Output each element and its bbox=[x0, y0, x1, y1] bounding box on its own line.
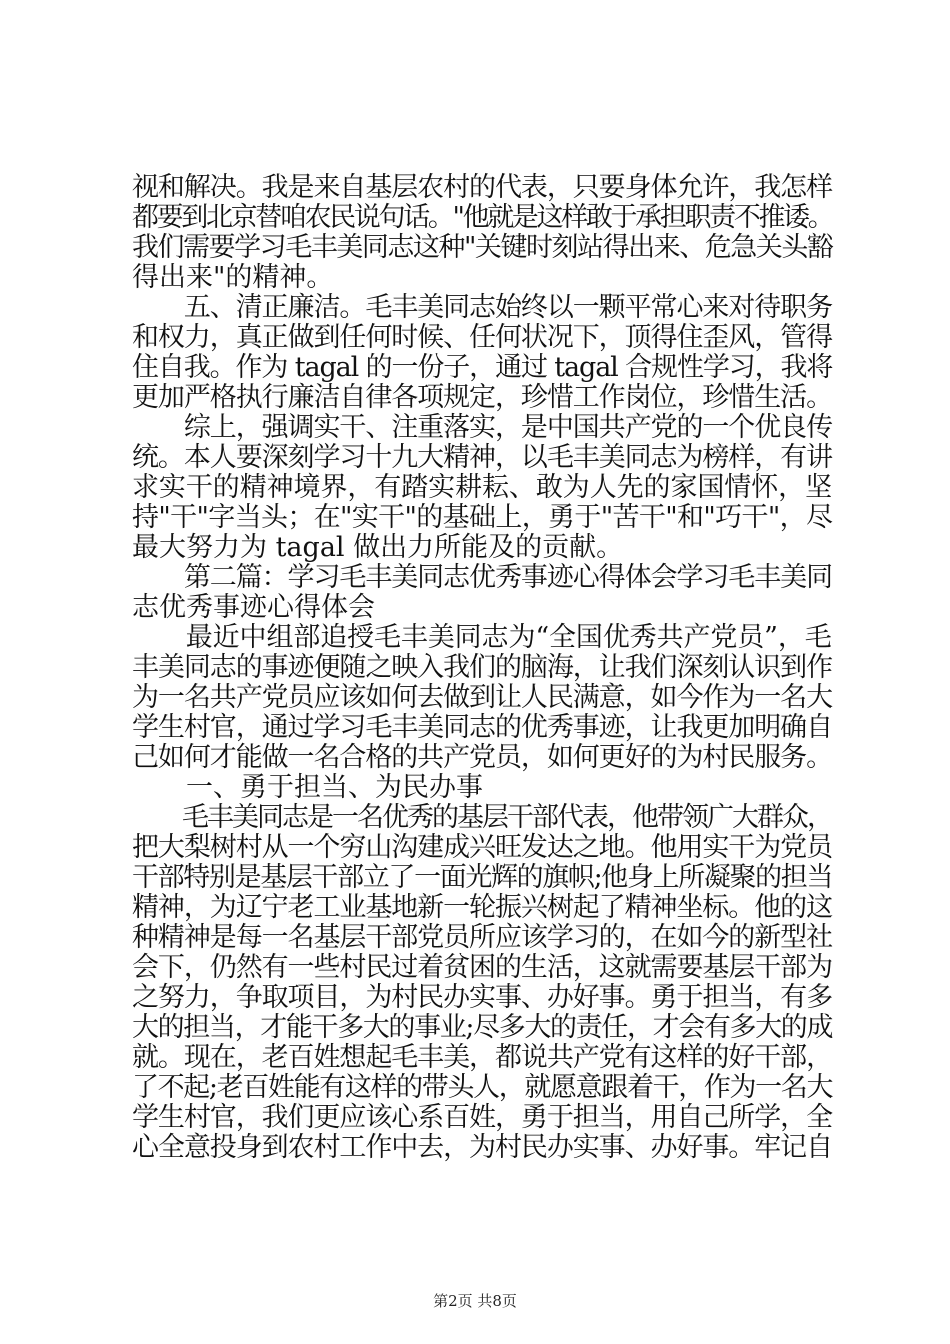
text-line: 求实干的精神境界，有踏实耕耘、敢为人先的家国情怀，坚 bbox=[132, 472, 832, 503]
text-line: 综上，强调实干、注重落实，是中国共产党的一个优良传 bbox=[132, 412, 832, 443]
section-heading: 志优秀事迹心得体会 bbox=[132, 592, 375, 623]
text-line: 大的担当，才能干多大的事业;尽多大的责任，才会有多大的成 bbox=[132, 1012, 833, 1043]
text-line: 最近中组部追授毛丰美同志为“全国优秀共产党员”，毛 bbox=[132, 622, 832, 653]
text-line: 了不起;老百姓能有这样的带头人，就愿意跟着干，作为一名大 bbox=[132, 1072, 833, 1103]
text-line: 我们需要学习毛丰美同志这种"关键时刻站得出来、危急关头豁 bbox=[132, 232, 833, 263]
text-line: 五、清正廉洁。毛丰美同志始终以一颗平常心来对待职务 bbox=[132, 292, 832, 323]
text-line: 己如何才能做一名合格的共产党员，如何更好的为村民服务。 bbox=[132, 742, 832, 773]
text-line: 把大梨树村从一个穷山沟建成兴旺发达之地。他用实干为党员 bbox=[132, 832, 832, 863]
text-line: 得出来"的精神。 bbox=[132, 262, 334, 293]
subsection-heading: 一、勇于担当、为民办事 bbox=[132, 772, 483, 803]
section-heading: 第二篇：学习毛丰美同志优秀事迹心得体会学习毛丰美同 bbox=[132, 562, 832, 593]
text-line: 毛丰美同志是一名优秀的基层干部代表，他带领广大群众， bbox=[132, 802, 832, 833]
text-line: 丰美同志的事迹便随之映入我们的脑海，让我们深刻认识到作 bbox=[132, 652, 832, 683]
document-body bbox=[132, 173, 832, 1163]
page-footer: 第2页 共8页 bbox=[433, 1292, 517, 1310]
text-line: 最大努力为 tagal 做出力所能及的贡献。 bbox=[132, 532, 624, 563]
text-line: 统。本人要深刻学习十九大精神，以毛丰美同志为榜样，有讲 bbox=[132, 442, 832, 473]
text-line: 持"干"字当头；在"实干"的基础上，勇于"苦干"和"巧干"，尽 bbox=[132, 502, 833, 533]
text-line: 住自我。作为 tagal 的一份子，通过 tagal 合规性学习，我将 bbox=[132, 352, 833, 383]
text-line: 就。现在，老百姓想起毛丰美，都说共产党有这样的好干部， bbox=[132, 1042, 832, 1073]
text-line: 干部特别是基层干部立了一面光辉的旗帜;他身上所凝聚的担当 bbox=[132, 862, 833, 893]
text-line: 学生村官，通过学习毛丰美同志的优秀事迹，让我更加明确自 bbox=[132, 712, 832, 743]
text-line: 之努力，争取项目，为村民办实事、办好事。勇于担当，有多 bbox=[132, 982, 832, 1013]
text-line: 都要到北京替咱农民说句话。"他就是这样敢于承担职责不推诿。 bbox=[132, 202, 833, 233]
text-line: 视和解决。我是来自基层农村的代表，只要身体允许，我怎样 bbox=[132, 172, 832, 203]
text-line: 会下，仍然有一些村民过着贫困的生活，这就需要基层干部为 bbox=[132, 952, 832, 983]
text-line: 更加严格执行廉洁自律各项规定，珍惜工作岗位，珍惜生活。 bbox=[132, 382, 832, 413]
text-line: 和权力，真正做到任何时候、任何状况下，顶得住歪风，管得 bbox=[132, 322, 832, 353]
text-line: 种精神是每一名基层干部党员所应该学习的，在如今的新型社 bbox=[132, 922, 832, 953]
text-line: 精神，为辽宁老工业基地新一轮振兴树起了精神坐标。他的这 bbox=[132, 892, 832, 923]
text-line: 心全意投身到农村工作中去，为村民办实事、办好事。牢记自 bbox=[132, 1132, 832, 1163]
text-line: 学生村官，我们更应该心系百姓，勇于担当，用自己所学，全 bbox=[132, 1102, 832, 1133]
text-line: 为一名共产党员应该如何去做到让人民满意，如今作为一名大 bbox=[132, 682, 832, 713]
